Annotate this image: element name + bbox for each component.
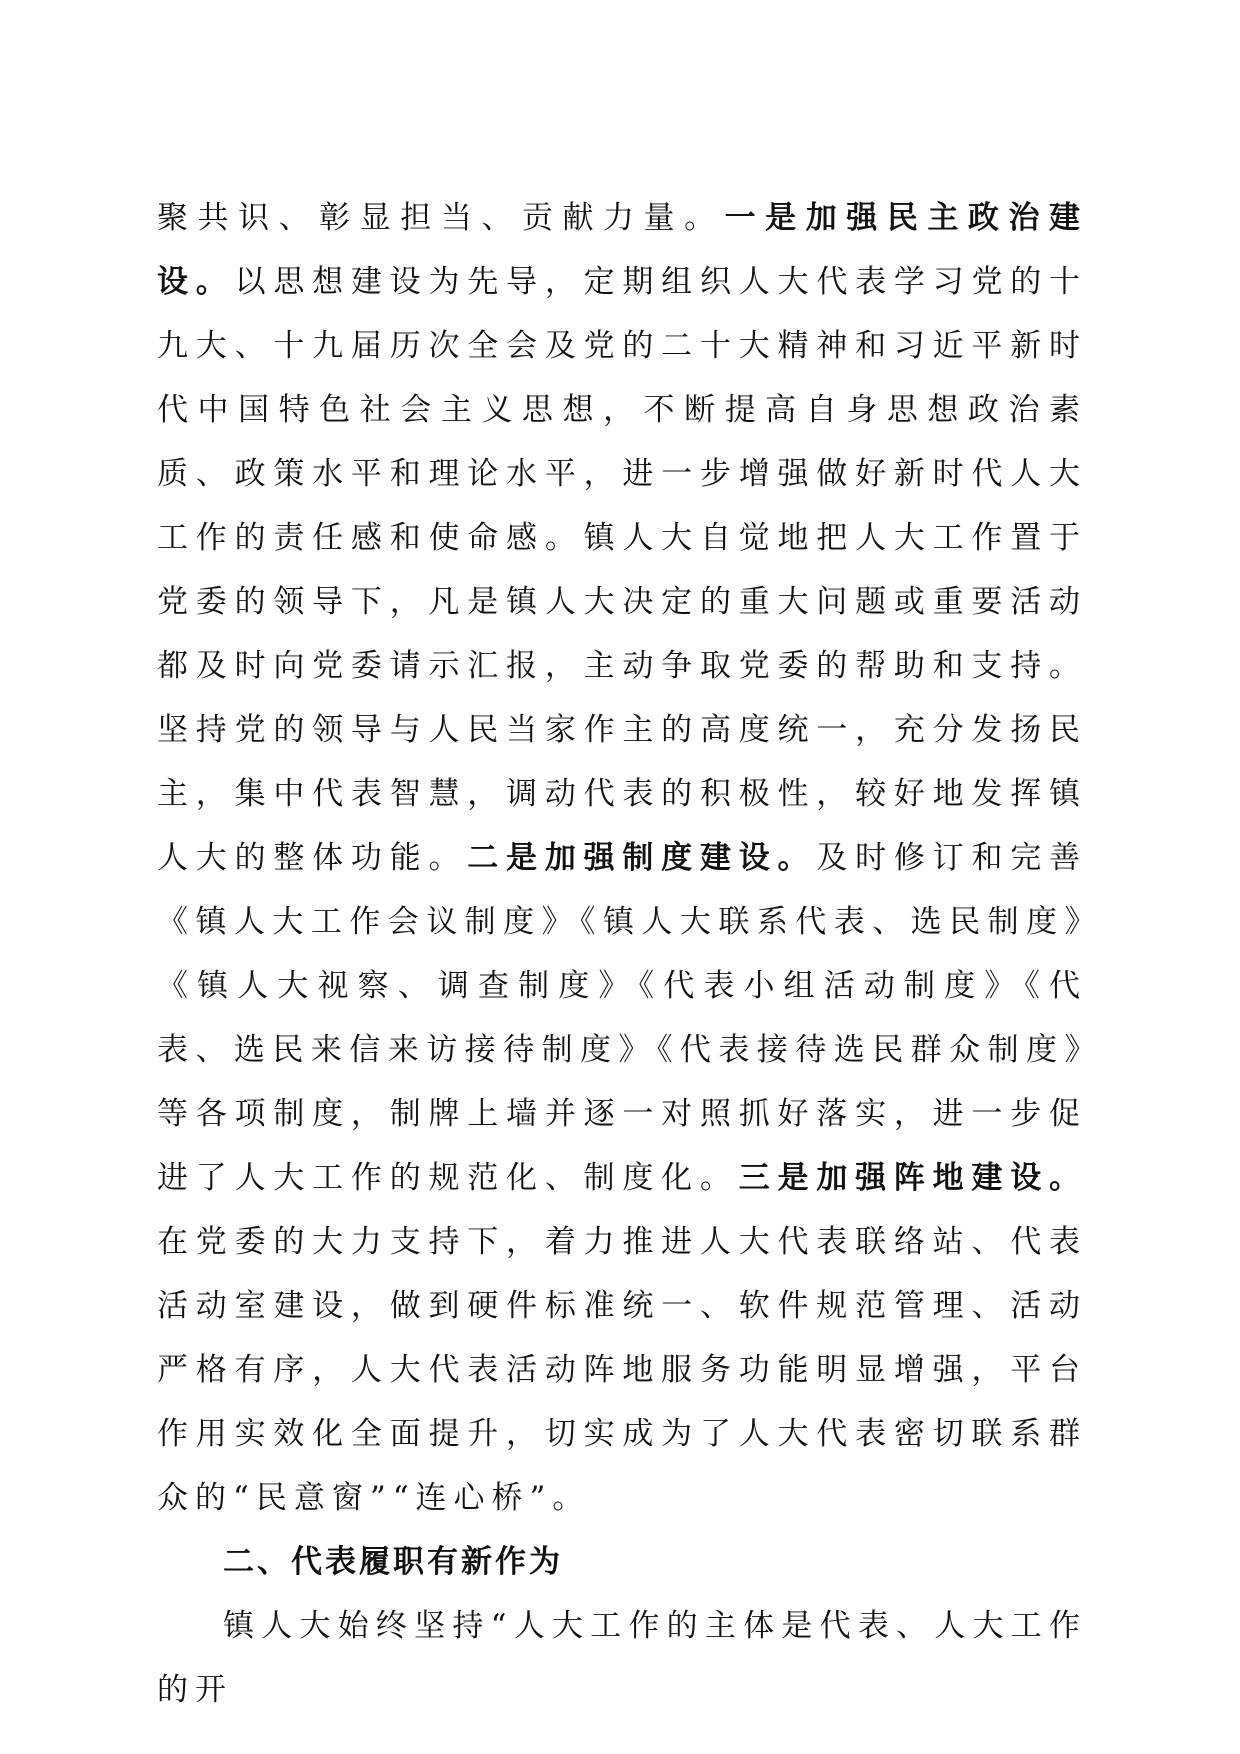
paragraph-text: 在党委的大力支持下，着力推进人大代表联络站、代表活动室建设，做到硬件标准统一、软件规范管理、活动严格有序，人大代表活动阵地服务功能明显增强，平台作用实效化全面提升，切实成为了人大代表密切联系群众的“民意窗”“连心桥”。 [157,1224,1087,1516]
bold-point-three: 三是加强阵地建设。 [738,1160,1088,1196]
document-body [157,186,1087,1722]
bold-point-one: 一是加强民主政治建设。 [157,200,1088,300]
section-heading: 二、代表履职有新作为 [223,1544,563,1580]
paragraph-continued [157,186,1087,1530]
paragraph-text: 聚共识、彰显担当、贡献力量。 [157,200,725,236]
paragraph-text: 以思想建设为先导，定期组织人大代表学习党的十九大、十九届历次全会及党的二十大精神和习近平新时代中国特色社会主义思想，不断提高自身思想政治素质、政策水平和理论水平，进一步增强做好新时代人大工作的责任感和使命感。镇人大自觉地把人大工作置于党委的领导下，凡是镇人大决定的重大问题或重要活动都及时向党委请示汇报，主动争取党委的帮助和支持。坚持党的领导与人民当家作主的高度统一，充分发扬民主，集中代表智慧，调动代表的积极性，较好地发挥镇人大的整体功能。 [157,264,1088,876]
paragraph-text: 及时修订和完善《镇人大工作会议制度》《镇人大联系代表、选民制度》《镇人大视察、调查制度》《代表小组活动制度》《代表、选民来信来访接待制度》《代表接待选民群众制度》等各项制度，制牌上墙并逐一对照抓好落实，进一步促进了人大工作的规范化、制度化。 [157,840,1088,1196]
paragraph-next: 镇人大始终坚持“人大工作的主体是代表、人大工作的开 [157,1608,1087,1708]
bold-point-two: 二是加强制度建设。 [467,840,817,876]
